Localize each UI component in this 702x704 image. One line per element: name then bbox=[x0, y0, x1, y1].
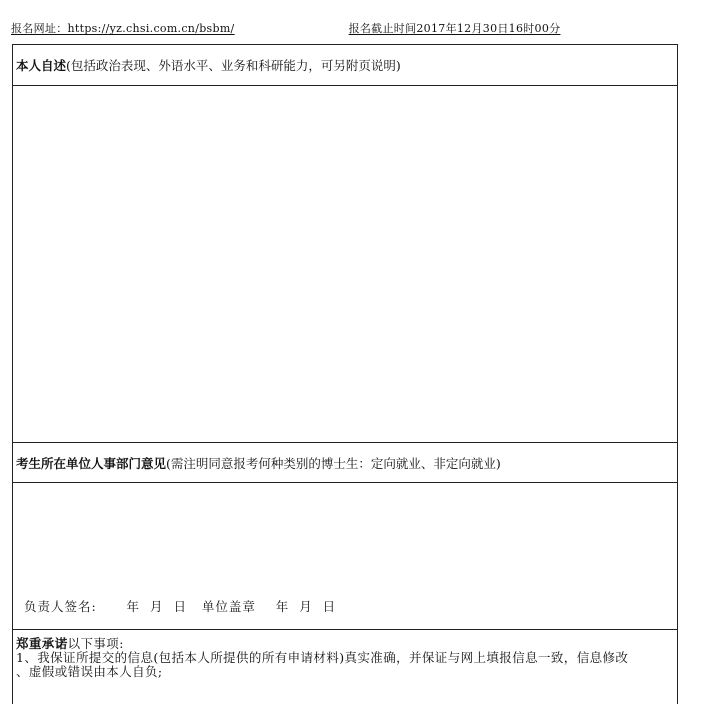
header-line bbox=[11, 20, 560, 36]
registration-website[interactable]: 报名网址：https://yz.chsi.com.cn/bsbm/ bbox=[11, 22, 235, 35]
application-form bbox=[12, 44, 678, 704]
self-statement-title: 本人自述 bbox=[16, 58, 67, 73]
pledge-item-1-cont: 、虚假或错误由本人自负; bbox=[16, 665, 163, 679]
self-statement-note: (包括政治表现、外语水平、业务和科研能力，可另附页说明) bbox=[66, 58, 401, 73]
self-statement-header bbox=[13, 45, 677, 86]
self-statement-field[interactable] bbox=[13, 86, 677, 443]
pledge-title-suffix: 以下事项: bbox=[67, 637, 124, 651]
pledge-title: 郑重承诺 bbox=[16, 637, 68, 651]
pledge-item-1: 1、我保证所提交的信息(包括本人所提供的所有申请材料)真实准确，并保证与网上填报信息一致，信息修改 bbox=[16, 651, 629, 665]
pledge-heading bbox=[16, 637, 673, 651]
unit-opinion-title: 考生所在单位人事部门意见 bbox=[16, 455, 167, 471]
unit-opinion-field[interactable] bbox=[13, 483, 677, 630]
signature-line: 负责人签名: 年 月 日 单位盖章 年 月 日 bbox=[24, 599, 337, 614]
unit-opinion-header bbox=[13, 443, 677, 483]
registration-deadline: 报名截止时间2017年12月30日16时00分 bbox=[348, 22, 561, 35]
pledge-section bbox=[16, 637, 673, 679]
unit-opinion-note: (需注明同意报考何种类别的博士生：定向就业、非定向就业) bbox=[166, 455, 501, 471]
